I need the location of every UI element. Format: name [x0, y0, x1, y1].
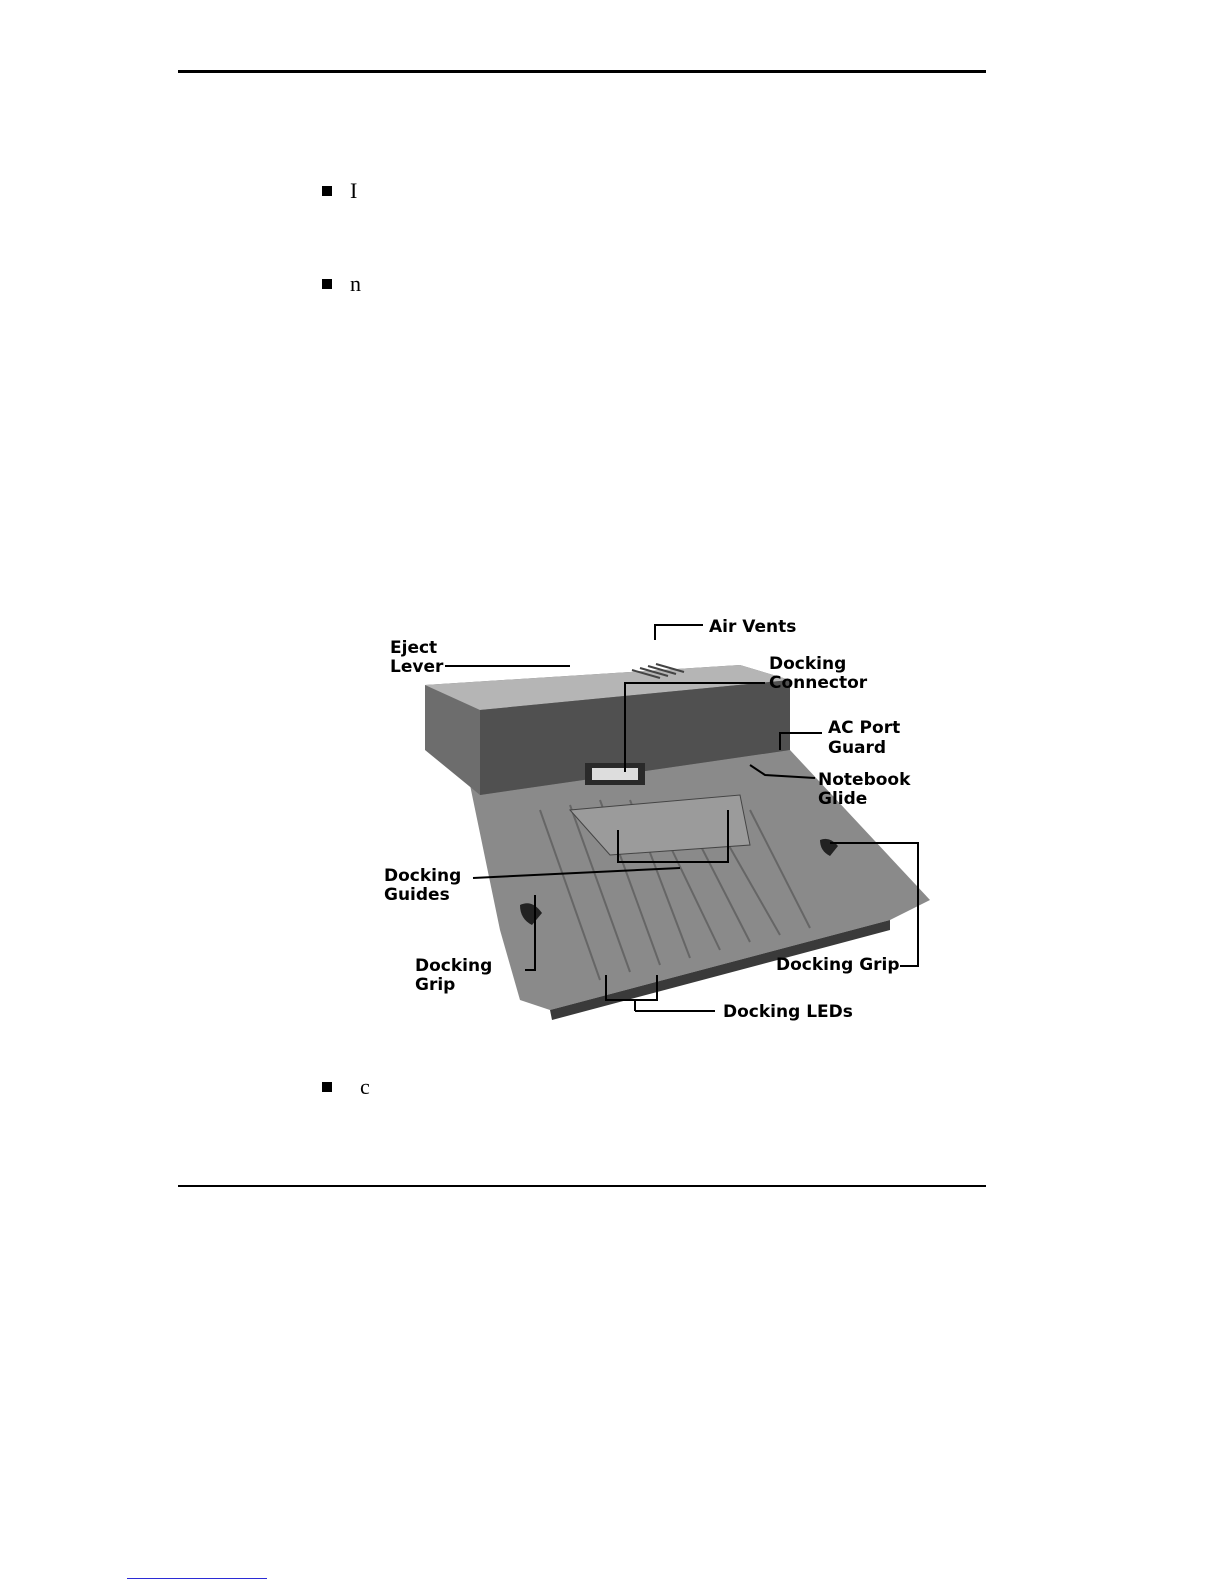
- footer-rule: [178, 1185, 986, 1187]
- label-docking-grip-left-2: Grip: [415, 975, 456, 995]
- bullet-text-2: n: [350, 271, 361, 296]
- label-docking-leds: Docking LEDs: [723, 1002, 853, 1022]
- footer-link-underline[interactable]: [127, 1578, 267, 1579]
- label-docking-connector-2: Connector: [769, 673, 868, 693]
- header-rule: [178, 70, 986, 73]
- bullet-item-3: [322, 1074, 370, 1100]
- label-docking-guides-2: Guides: [384, 885, 450, 905]
- label-air-vents: Air Vents: [709, 617, 797, 637]
- label-ac-port-guard-2: Guard: [828, 738, 887, 758]
- bullet-square-icon: [322, 279, 332, 289]
- label-docking-grip-right: Docking Grip: [776, 955, 900, 975]
- docking-station-figure: [370, 600, 930, 1030]
- label-ac-port-guard-1: AC Port: [828, 718, 901, 738]
- bullet-text-1: I: [350, 178, 358, 203]
- label-notebook-glide-1: Notebook: [818, 770, 911, 790]
- bullet-item-2: [322, 271, 361, 297]
- bullet-item-1: [322, 178, 357, 204]
- label-docking-connector-1: Docking: [769, 654, 847, 674]
- docking-connector-pins: [592, 768, 638, 780]
- bullet-square-icon: [322, 1082, 332, 1092]
- label-notebook-glide-2: Glide: [818, 789, 868, 809]
- bullet-square-icon: [322, 186, 332, 196]
- label-eject-lever-1: Eject: [390, 638, 438, 658]
- label-docking-guides-1: Docking: [384, 866, 462, 886]
- label-eject-lever-2: Lever: [390, 657, 444, 677]
- label-docking-grip-left-1: Docking: [415, 956, 493, 976]
- bullet-text-3: c: [360, 1074, 370, 1099]
